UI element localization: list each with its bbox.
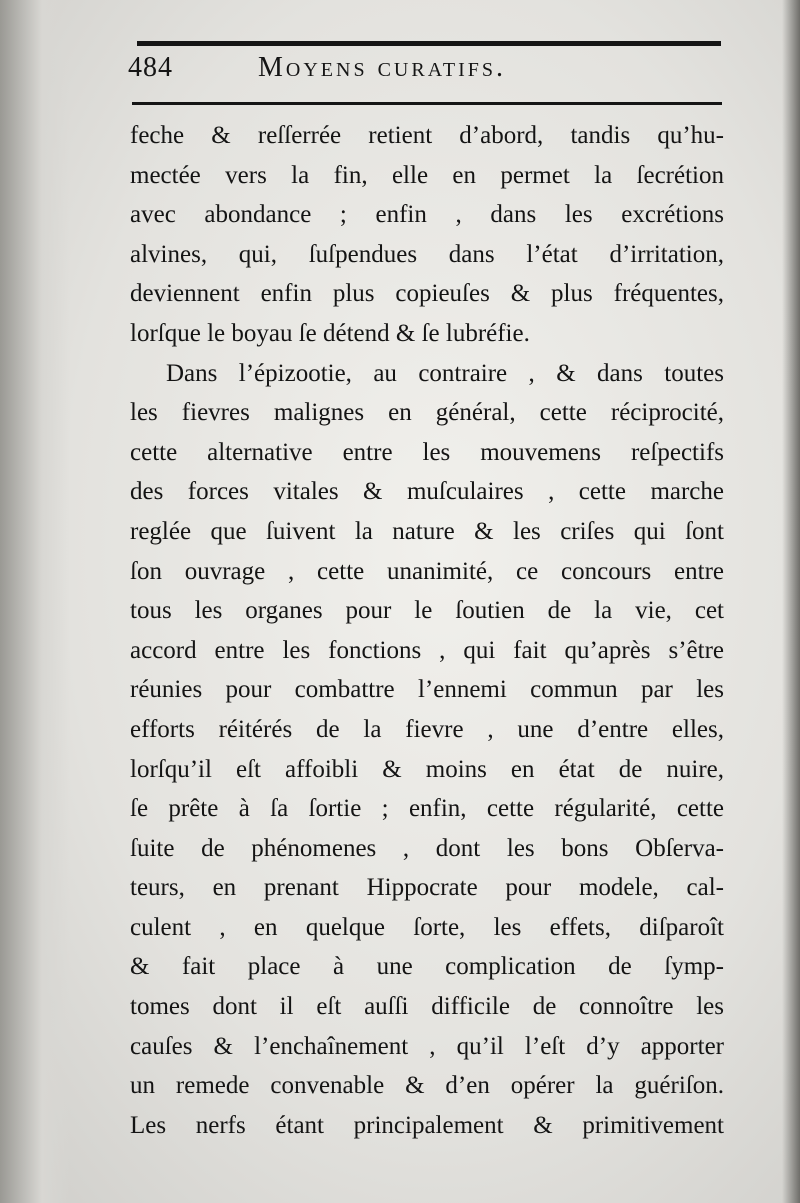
text-line: tous les organes pour le ſoutien de la vie, cet <box>130 597 724 625</box>
text-line: reglée que ſuivent la nature & les criſes qui ſont <box>130 517 724 545</box>
paragraph-start-line: Dans l’épizootie, au contraire , & dans toutes <box>166 359 724 387</box>
text-line: avec abondance ; enfin , dans les excrétions <box>130 201 724 229</box>
header-rule-top <box>137 41 721 46</box>
text-line: des forces vitales & muſculaires , cette marche <box>130 478 724 506</box>
text-line: tomes dont il eſt auſſi difficile de connoître les <box>130 993 724 1021</box>
text-line: culent , en quelque ſorte, les effets, diſparoît <box>130 913 724 941</box>
text-line: teurs, en prenant Hippocrate pour modele, cal- <box>130 874 724 902</box>
text-line: alvines, qui, ſuſpendues dans l’état d’irritation, <box>130 240 724 268</box>
text-line: réunies pour combattre l’ennemi commun par les <box>130 676 724 704</box>
running-title: Moyens curatifs. <box>258 52 507 83</box>
text-line: & fait place à une complication de ſymp- <box>130 953 724 981</box>
page-gutter-shadow <box>0 0 70 1203</box>
text-line: lorſque le boyau ſe détend & ſe lubréfie. <box>130 319 530 347</box>
text-line: ſuite de phénomenes , dont les bons Obſerva- <box>130 834 724 862</box>
text-line: les fievres malignes en général, cette réciprocité, <box>130 399 724 427</box>
page-number: 484 <box>128 52 173 83</box>
text-line: cette alternative entre les mouvemens reſpectifs <box>130 438 724 466</box>
body-text <box>130 116 724 1145</box>
text-line: deviennent enfin plus copieuſes & plus fréquentes, <box>130 280 724 308</box>
header-rule-bottom <box>132 102 722 105</box>
text-line: accord entre les fonctions , qui fait qu’après s’être <box>130 636 724 664</box>
page-edge-shadow <box>782 0 800 1203</box>
text-line: lorſqu’il eſt affoibli & moins en état de nuire, <box>130 755 724 783</box>
text-line: efforts réitérés de la fievre , une d’entre elles, <box>130 715 724 743</box>
text-line: feche & reſſerrée retient d’abord, tandis qu’hu- <box>130 122 724 149</box>
text-line: ſon ouvrage , cette unanimité, ce concours entre <box>130 557 724 585</box>
text-line: ſe prête à ſa ſortie ; enfin, cette régularité, cette <box>130 795 724 823</box>
text-line: mectée vers la fin, elle en permet la ſecrétion <box>130 161 724 189</box>
text-line: un remede convenable & d’en opérer la guériſon. <box>130 1072 724 1100</box>
text-line: Les nerfs étant principalement & primitivement <box>130 1111 724 1139</box>
text-line: cauſes & l’enchaînement , qu’il l’eſt d’y apporter <box>130 1032 724 1060</box>
